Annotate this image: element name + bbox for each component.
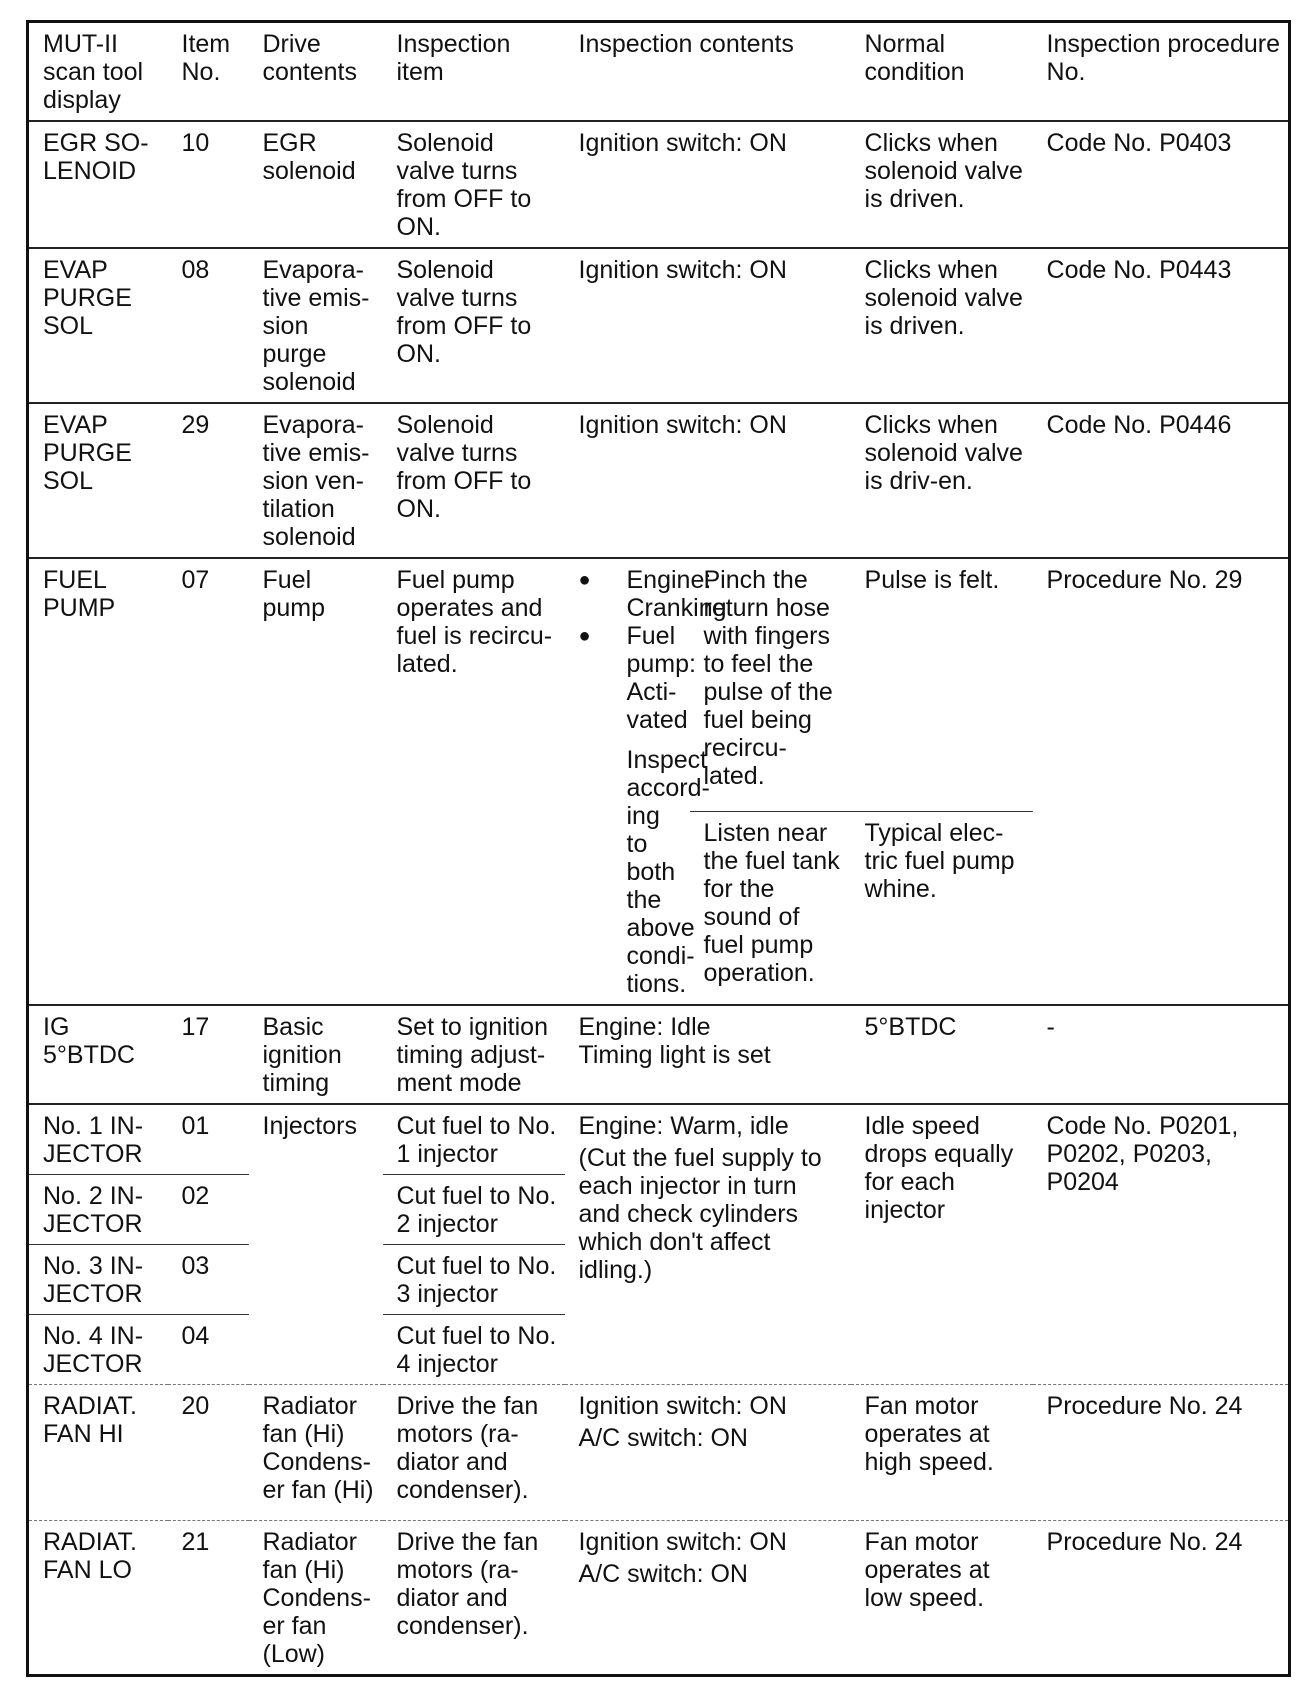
cell-drive: Injectors bbox=[249, 1104, 383, 1385]
cell-inspection-contents bbox=[565, 1104, 851, 1385]
cell-item-no: 04 bbox=[168, 1315, 249, 1385]
cell-item-no: 29 bbox=[168, 403, 249, 558]
cell-item-no: 20 bbox=[168, 1385, 249, 1521]
cell-display: No. 4 IN-JECTOR bbox=[28, 1315, 168, 1385]
cell-drive bbox=[249, 1521, 383, 1676]
bullet-icon: ● bbox=[578, 569, 591, 591]
cell-inspection-contents bbox=[565, 1385, 851, 1521]
cell-display: IG 5°BTDC bbox=[28, 1005, 168, 1104]
cell-inspection-item: Set to ignition timing adjust-ment mode bbox=[383, 1005, 565, 1104]
table-row-ignition-timing bbox=[28, 1005, 1290, 1104]
bullet-item bbox=[578, 566, 727, 622]
cell-drive: Evapora-tive emis-sion purge solenoid bbox=[249, 248, 383, 403]
contents-line: A/C switch: ON bbox=[578, 1560, 748, 1588]
cell-inspection-contents: Ignition switch: ON bbox=[565, 248, 851, 403]
header-row bbox=[28, 22, 1290, 122]
cell-normal-condition: Typical elec-tric fuel pump whine. bbox=[851, 811, 1033, 1005]
header-inspection-contents: Inspection contents bbox=[565, 22, 851, 122]
cell-inspection-item: Drive the fan motors (ra-diator and condenser). bbox=[383, 1385, 565, 1521]
table-row-evap-purge bbox=[28, 248, 1290, 403]
cell-normal-condition: Clicks when solenoid valve is driven. bbox=[851, 248, 1033, 403]
cell-item-no: 02 bbox=[168, 1175, 249, 1245]
table-row-egr bbox=[28, 121, 1290, 248]
bullet-text: Fuel pump: Acti-vated bbox=[626, 622, 696, 734]
cell-check-method: Pinch the return hose with fingers to feel the pulse of the fuel being recircu-lated. bbox=[690, 558, 851, 811]
cell-inspection-contents bbox=[565, 1521, 851, 1676]
cell-display: No. 1 IN-JECTOR bbox=[28, 1104, 168, 1175]
cell-check-method: Listen near the fuel tank for the sound of fuel pump operation. bbox=[690, 811, 851, 1005]
drive-line: Condens-er fan (Hi) bbox=[262, 1448, 374, 1504]
contents-line: A/C switch: ON bbox=[578, 1424, 748, 1452]
cell-inspection-item: Drive the fan motors (ra-diator and condenser). bbox=[396, 1528, 539, 1640]
contents-line: Timing light is set bbox=[578, 1041, 771, 1069]
cell-inspection-contents: Ignition switch: ON bbox=[565, 121, 851, 248]
bullet-icon: ● bbox=[578, 625, 591, 647]
cell-normal-condition: Fan motor operates at low speed. bbox=[864, 1528, 990, 1612]
inspection-document bbox=[26, 20, 1288, 1668]
cell-drive: Fuel pump bbox=[249, 558, 383, 1005]
cell-inspection-item: Cut fuel to No. 1 injector bbox=[383, 1104, 565, 1175]
cell-inspection-item: Solenoid valve turns from OFF to ON. bbox=[383, 403, 565, 558]
cell-normal-condition: Idle speed drops equally for each injector bbox=[851, 1104, 1033, 1385]
cell-normal-condition: Pulse is felt. bbox=[851, 558, 1033, 811]
cell-item-no: 07 bbox=[168, 558, 249, 1005]
cell-drive: EGR solenoid bbox=[249, 121, 383, 248]
cell-procedure: Procedure No. 24 bbox=[1033, 1385, 1290, 1521]
cell-conditions bbox=[565, 558, 727, 1005]
cell-display: EVAP PURGE SOL bbox=[28, 248, 168, 403]
header-item-no: Item No. bbox=[168, 22, 249, 122]
cell-inspection-item: Solenoid valve turns from OFF to ON. bbox=[383, 121, 565, 248]
cell-inspection-item: Cut fuel to No. 2 injector bbox=[383, 1175, 565, 1245]
drive-line: Radiator fan (Hi) bbox=[262, 1392, 357, 1448]
conditions-note: Inspect accord-ing to both the above condi-tions. bbox=[626, 746, 710, 998]
cell-drive bbox=[249, 1385, 383, 1521]
header-drive: Drive contents bbox=[249, 22, 383, 122]
contents-line: (Cut the fuel supply to each injector in turn and check cylinders which don't affect idling.) bbox=[578, 1144, 822, 1284]
cell-procedure: Code No. P0201, P0202, P0203, P0204 bbox=[1033, 1104, 1290, 1385]
header-normal-condition: Normal condition bbox=[851, 22, 1033, 122]
table-row-injector-1 bbox=[28, 1104, 1290, 1175]
cell-normal-condition: 5°BTDC bbox=[851, 1005, 1033, 1104]
cell-procedure: Code No. P0443 bbox=[1033, 248, 1290, 403]
cell-drive: Basic ignition timing bbox=[249, 1005, 383, 1104]
bullet-text: Engine: Cranking bbox=[626, 566, 727, 622]
cell-procedure: Procedure No. 29 bbox=[1033, 558, 1290, 1005]
cell-display: No. 3 IN-JECTOR bbox=[28, 1245, 168, 1315]
header-display: MUT-II scan tool display bbox=[28, 22, 168, 122]
cell-item-no: 01 bbox=[168, 1104, 249, 1175]
actuator-test-table bbox=[26, 20, 1291, 1677]
cell-display: EVAP PURGE SOL bbox=[28, 403, 168, 558]
cell-display: FUEL PUMP bbox=[28, 558, 168, 1005]
header-procedure: Inspection procedure No. bbox=[1033, 22, 1290, 122]
header-inspection-item: Inspection item bbox=[383, 22, 565, 122]
cell-item-no: 08 bbox=[168, 248, 249, 403]
cell-procedure: - bbox=[1033, 1005, 1290, 1104]
cell-item-no: 10 bbox=[168, 121, 249, 248]
cell-display: RADIAT. FAN HI bbox=[28, 1385, 168, 1521]
cell-display: RADIAT. FAN LO bbox=[43, 1528, 137, 1584]
cell-item-no: 17 bbox=[168, 1005, 249, 1104]
table-row-fan-hi bbox=[28, 1385, 1290, 1521]
cell-item-no: 21 bbox=[181, 1528, 210, 1556]
drive-line: Radiator fan (Hi) bbox=[262, 1528, 357, 1584]
cell-display: EGR SO-LENOID bbox=[28, 121, 168, 248]
drive-line: Condens-er fan (Low) bbox=[262, 1584, 371, 1668]
table-row-evap-ventilation bbox=[28, 403, 1290, 558]
cell-procedure: Code No. P0403 bbox=[1033, 121, 1290, 248]
contents-line: Engine: Idle bbox=[578, 1013, 711, 1041]
cell-inspection-item: Cut fuel to No. 3 injector bbox=[383, 1245, 565, 1315]
contents-line: Engine: Warm, idle bbox=[578, 1112, 789, 1140]
table-row-fuel-pump bbox=[28, 558, 1290, 811]
cell-inspection-item: Fuel pump operates and fuel is recircu-lated. bbox=[383, 558, 565, 1005]
contents-line: Ignition switch: ON bbox=[578, 1392, 787, 1420]
table-row-fan-lo bbox=[28, 1521, 1290, 1676]
cell-normal-condition: Fan motor operates at high speed. bbox=[851, 1385, 1033, 1521]
cell-drive: Evapora-tive emis-sion ven-tilation solenoid bbox=[249, 403, 383, 558]
cell-inspection-item: Cut fuel to No. 4 injector bbox=[383, 1315, 565, 1385]
bullet-item bbox=[578, 622, 696, 734]
cell-inspection-contents bbox=[565, 1005, 851, 1104]
cell-procedure: Procedure No. 24 bbox=[1046, 1528, 1243, 1556]
cell-inspection-item: Solenoid valve turns from OFF to ON. bbox=[383, 248, 565, 403]
contents-line: Ignition switch: ON bbox=[578, 1528, 787, 1556]
cell-inspection-contents: Ignition switch: ON bbox=[565, 403, 851, 558]
cell-normal-condition: Clicks when solenoid valve is driven. bbox=[851, 121, 1033, 248]
cell-item-no: 03 bbox=[168, 1245, 249, 1315]
cell-procedure: Code No. P0446 bbox=[1033, 403, 1290, 558]
cell-normal-condition: Clicks when solenoid valve is driv-en. bbox=[851, 403, 1033, 558]
cell-display: No. 2 IN-JECTOR bbox=[28, 1175, 168, 1245]
